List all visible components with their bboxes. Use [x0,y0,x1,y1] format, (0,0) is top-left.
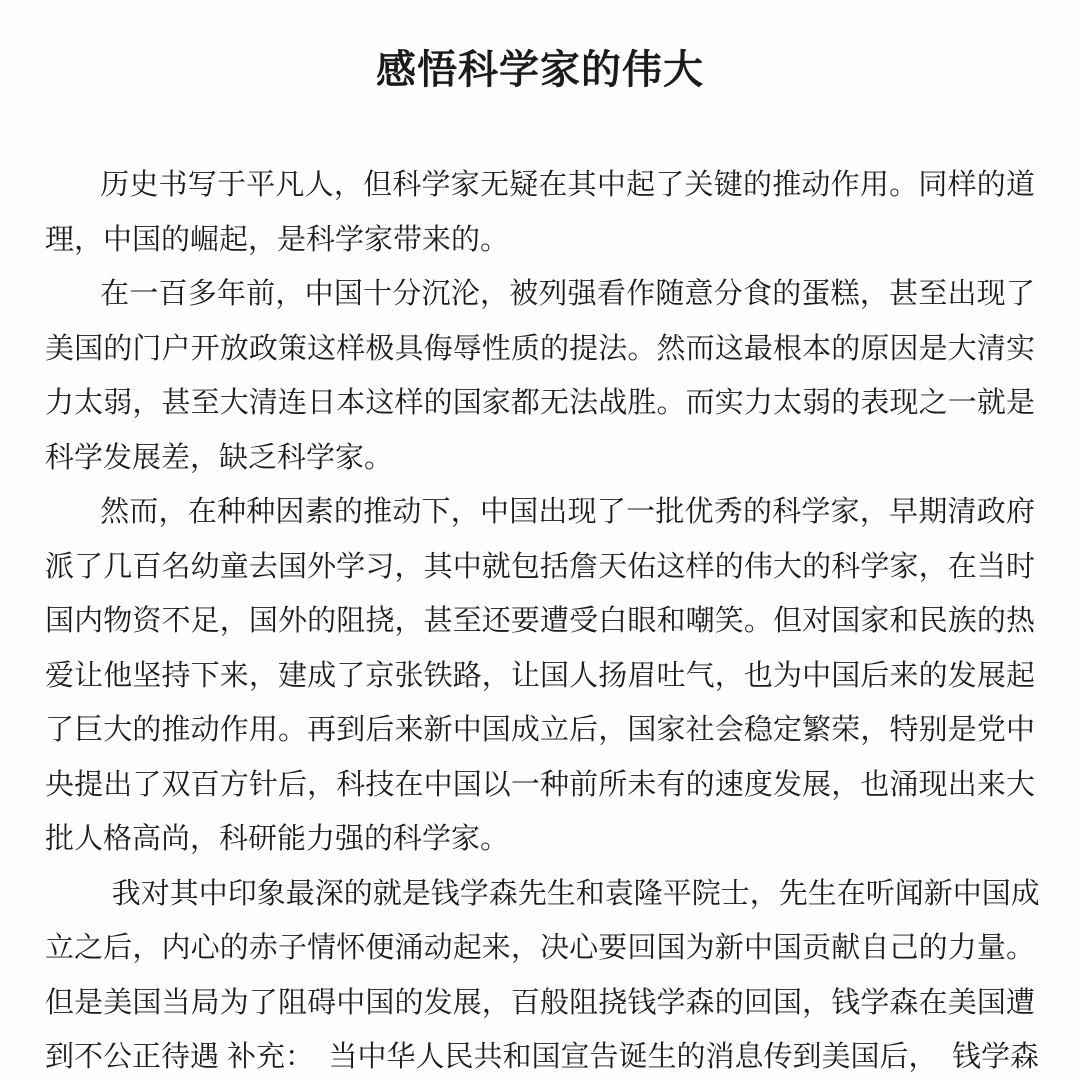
text-line: 央提出了双百方针后，科技在中国以一种前所未有的速度发展，也涌现出来大 [45,768,1035,801]
text-line: 理，中国的崛起，是科学家带来的。 [45,223,510,256]
text-line: 立之后，内心的赤子情怀便涌动起来，决心要回国为新中国贡献自己的力量。 [45,932,1035,964]
text-line: 历史书写于平凡人，但科学家无疑在其中起了关键的推动作用。同样的道 [100,169,1035,201]
text-line: 在一百多年前，中国十分沉沦，被列强看作随意分食的蛋糕，甚至出现了 [100,278,1035,310]
text-line: 科学发展差，缺乏科学家。 [45,441,394,474]
text-line: 力太弱，甚至大清连日本这样的国家都无法战胜。而实力太弱的表现之一就是 [45,387,1035,419]
text-line: 爱让他坚持下来，建成了京张铁路，让国人扬眉吐气，也为中国后来的发展起 [45,659,1035,692]
text-line: 然而，在种种因素的推动下，中国出现了一批优秀的科学家，早期清政府 [100,496,1035,528]
document-title: 感悟科学家的伟大 [376,48,704,92]
text-line: 但是美国当局为了阻碍中国的发展，百般阻挠钱学森的回国，钱学森在美国遭 [45,986,1035,1019]
document-body [45,158,1040,1080]
text-line: 到不公正待遇 补充： 当中华人民共和国宣告诞生的消息传到美国后， 钱学森 [45,1041,1040,1073]
paragraph [45,485,1035,867]
text-line: 我对其中印象最深的就是钱学森先生和袁隆平院士，先生在听闻新中国成 [111,877,1040,910]
paragraph [45,867,1040,1080]
text-line: 国内物资不足，国外的阻挠，甚至还要遭受白眼和嘲笑。但对国家和民族的热 [45,605,1035,637]
text-line: 批人格高尚，科研能力强的科学家。 [45,823,510,855]
paragraph [45,158,1035,267]
text-line: 了巨大的推动作用。再到后来新中国成立后，国家社会稳定繁荣，特别是党中 [45,714,1035,746]
text-line: 美国的门户开放政策这样极具侮辱性质的提法。然而这最根本的原因是大清实 [45,332,1035,365]
paragraph [45,267,1035,485]
text-line: 派了几百名幼童去国外学习，其中就包括詹天佑这样的伟大的科学家，在当时 [45,550,1035,583]
